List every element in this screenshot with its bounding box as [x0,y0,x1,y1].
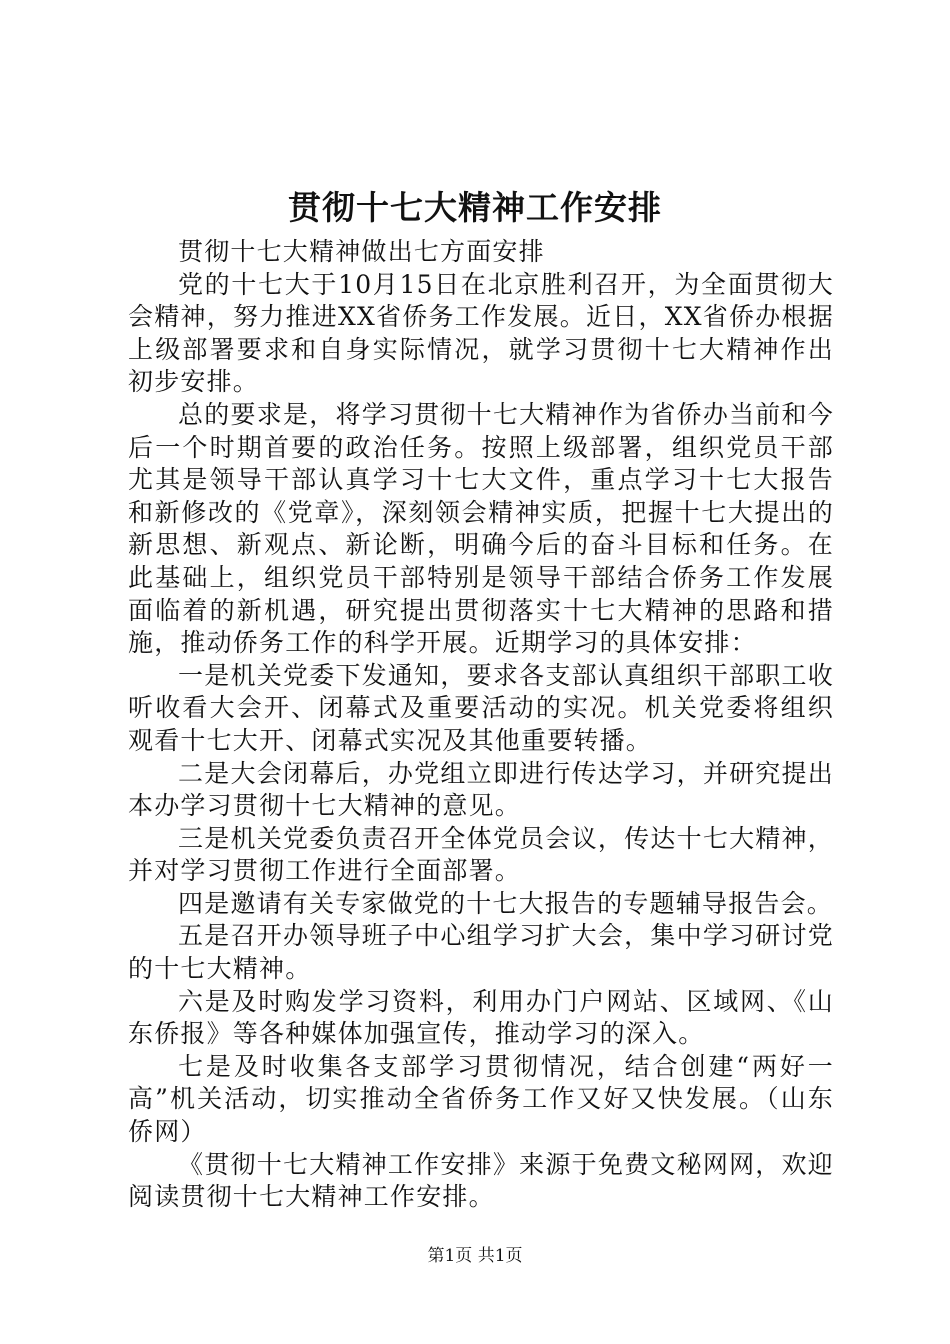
document-body [128,236,834,1214]
paragraph-item-1: 一是机关党委下发通知，要求各支部认真组织干部职工收听收看大会开、闭幕式及重要活动的实况。机关党委将组织观看十七大开、闭幕式实况及其他重要转播。 [128,660,834,755]
page-footer: 第1页 共1页 [427,1246,523,1266]
paragraph-item-3: 三是机关党委负责召开全体党员会议，传达十七大精神，并对学习贯彻工作进行全面部署。 [128,823,834,886]
paragraph-item-7: 七是及时收集各支部学习贯彻情况，结合创建“两好一高”机关活动，切实推动全省侨务工作又好又快发展。（山东侨网） [128,1051,834,1147]
paragraph-subtitle: 贯彻十七大精神做出七方面安排 [178,237,545,266]
page-title: 贯彻十七大精神工作安排 [288,188,662,227]
paragraph-item-6: 六是及时购发学习资料，利用办门户网站、区域网、《山东侨报》等各种媒体加强宣传，推动学习的深入。 [128,986,834,1049]
paragraph-item-2: 二是大会闭幕后，办党组立即进行传达学习，并研究提出本办学习贯彻十七大精神的意见。 [128,758,834,821]
paragraph-general-requirements: 总的要求是，将学习贯彻十七大精神作为省侨办当前和今后一个时期首要的政治任务。按照上级部署，组织党员干部尤其是领导干部认真学习十七大文件，重点学习十七大报告和新修改的《党章》，深刻领会精神实质，把握十七大提出的新思想、新观点、新论断，明确今后的奋斗目标和任务。在此基础上，组织党员干部特别是领导干部结合侨务工作发展面临着的新机遇，研究提出贯彻落实十七大精神的思路和措施，推动侨务工作的科学开展。近期学习的具体安排： [128,399,834,658]
paragraph-intro: 党的十七大于10月15日在北京胜利召开，为全面贯彻大会精神，努力推进XX省侨务工作发展。近日，XX省侨办根据上级部署要求和自身实际情况，就学习贯彻十七大精神作出初步安排。 [128,269,834,397]
paragraph-source-note: 《贯彻十七大精神工作安排》来源于免费文秘网网，欢迎阅读贯彻十七大精神工作安排。 [128,1149,834,1212]
paragraph-item-5: 五是召开办领导班子中心组学习扩大会，集中学习研讨党的十七大精神。 [128,921,834,984]
paragraph-item-4: 四是邀请有关专家做党的十七大报告的专题辅导报告会。 [178,888,834,918]
